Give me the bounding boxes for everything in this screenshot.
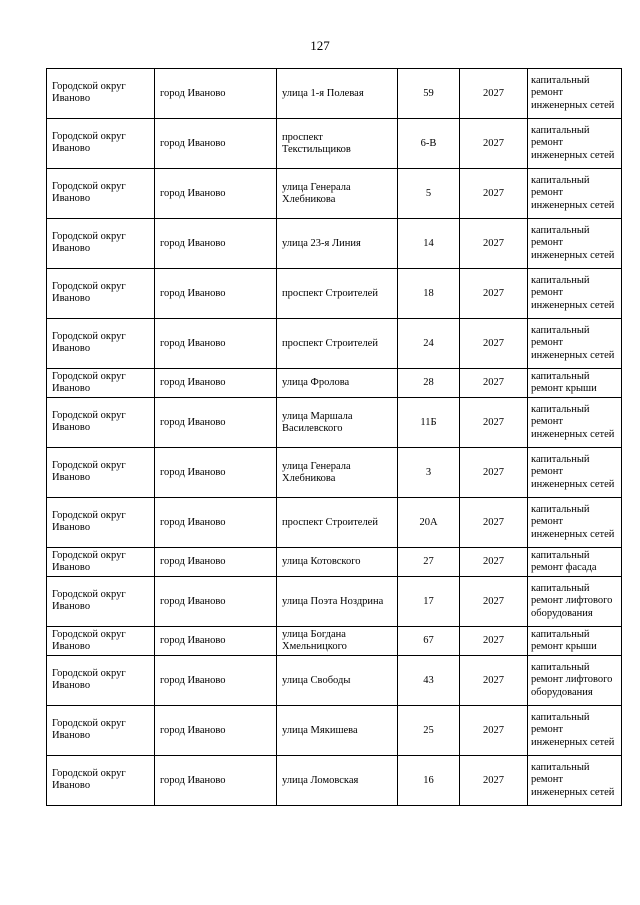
work-type-cell: капитальный ремонт инженерных сетей [528,169,622,219]
work-type-cell: капитальный ремонт фасада [528,548,622,577]
work-type-cell: капитальный ремонт инженерных сетей [528,398,622,448]
street-cell: улица Богдана Хмельницкого [277,627,398,656]
table-row [47,498,622,548]
municipality-cell: Городской округ Иваново [47,498,155,548]
work-type-cell: капитальный ремонт крыши [528,627,622,656]
municipality-cell: Городской округ Иваново [47,627,155,656]
settlement-cell: город Иваново [155,219,277,269]
table-row [47,69,622,119]
table-row [47,119,622,169]
house-number-cell: 14 [398,219,460,269]
house-number-cell: 16 [398,756,460,806]
street-cell: улица Поэта Ноздрина [277,577,398,627]
settlement-cell: город Иваново [155,577,277,627]
municipality-cell: Городской округ Иваново [47,69,155,119]
settlement-cell: город Иваново [155,319,277,369]
table-row [47,269,622,319]
year-cell: 2027 [460,269,528,319]
table-row [47,319,622,369]
street-cell: проспект Строителей [277,498,398,548]
settlement-cell: город Иваново [155,706,277,756]
street-cell: улица 1-я Полевая [277,69,398,119]
year-cell: 2027 [460,169,528,219]
street-cell: улица 23-я Линия [277,219,398,269]
house-number-cell: 11Б [398,398,460,448]
house-number-cell: 67 [398,627,460,656]
year-cell: 2027 [460,69,528,119]
table-row [47,756,622,806]
table-row [47,627,622,656]
year-cell: 2027 [460,448,528,498]
settlement-cell: город Иваново [155,269,277,319]
work-type-cell: капитальный ремонт лифтового оборудования [528,656,622,706]
table-row [47,548,622,577]
municipality-cell: Городской округ Иваново [47,756,155,806]
house-number-cell: 27 [398,548,460,577]
house-number-cell: 43 [398,656,460,706]
year-cell: 2027 [460,548,528,577]
work-type-cell: капитальный ремонт инженерных сетей [528,119,622,169]
house-number-cell: 59 [398,69,460,119]
work-type-cell: капитальный ремонт инженерных сетей [528,219,622,269]
settlement-cell: город Иваново [155,656,277,706]
settlement-cell: город Иваново [155,69,277,119]
settlement-cell: город Иваново [155,369,277,398]
settlement-cell: город Иваново [155,627,277,656]
municipality-cell: Городской округ Иваново [47,548,155,577]
house-number-cell: 6-В [398,119,460,169]
repair-schedule-table [46,68,622,806]
settlement-cell: город Иваново [155,756,277,806]
table-body [47,69,622,806]
street-cell: улица Мякишева [277,706,398,756]
year-cell: 2027 [460,119,528,169]
table-row [47,448,622,498]
page-number: 127 [310,38,330,53]
work-type-cell: капитальный ремонт инженерных сетей [528,448,622,498]
municipality-cell: Городской округ Иваново [47,369,155,398]
year-cell: 2027 [460,706,528,756]
street-cell: улица Генерала Хлебникова [277,169,398,219]
settlement-cell: город Иваново [155,448,277,498]
year-cell: 2027 [460,656,528,706]
house-number-cell: 28 [398,369,460,398]
municipality-cell: Городской округ Иваново [47,219,155,269]
house-number-cell: 25 [398,706,460,756]
year-cell: 2027 [460,219,528,269]
street-cell: улица Фролова [277,369,398,398]
municipality-cell: Городской округ Иваново [47,706,155,756]
municipality-cell: Городской округ Иваново [47,398,155,448]
table-row [47,369,622,398]
settlement-cell: город Иваново [155,498,277,548]
work-type-cell: капитальный ремонт инженерных сетей [528,706,622,756]
table-row [47,219,622,269]
street-cell: улица Свободы [277,656,398,706]
table-row [47,398,622,448]
street-cell: улица Маршала Василевского [277,398,398,448]
table-row [47,169,622,219]
street-cell: улица Ломовская [277,756,398,806]
municipality-cell: Городской округ Иваново [47,577,155,627]
street-cell: проспект Строителей [277,269,398,319]
house-number-cell: 20А [398,498,460,548]
year-cell: 2027 [460,398,528,448]
municipality-cell: Городской округ Иваново [47,169,155,219]
street-cell: улица Генерала Хлебникова [277,448,398,498]
work-type-cell: капитальный ремонт инженерных сетей [528,269,622,319]
work-type-cell: капитальный ремонт инженерных сетей [528,756,622,806]
municipality-cell: Городской округ Иваново [47,656,155,706]
street-cell: проспект Строителей [277,319,398,369]
house-number-cell: 3 [398,448,460,498]
settlement-cell: город Иваново [155,119,277,169]
year-cell: 2027 [460,369,528,398]
work-type-cell: капитальный ремонт инженерных сетей [528,319,622,369]
settlement-cell: город Иваново [155,398,277,448]
year-cell: 2027 [460,627,528,656]
municipality-cell: Городской округ Иваново [47,448,155,498]
table-row [47,656,622,706]
house-number-cell: 24 [398,319,460,369]
municipality-cell: Городской округ Иваново [47,119,155,169]
settlement-cell: город Иваново [155,548,277,577]
house-number-cell: 5 [398,169,460,219]
work-type-cell: капитальный ремонт инженерных сетей [528,69,622,119]
house-number-cell: 17 [398,577,460,627]
year-cell: 2027 [460,319,528,369]
street-cell: улица Котовского [277,548,398,577]
house-number-cell: 18 [398,269,460,319]
year-cell: 2027 [460,756,528,806]
work-type-cell: капитальный ремонт лифтового оборудования [528,577,622,627]
year-cell: 2027 [460,577,528,627]
settlement-cell: город Иваново [155,169,277,219]
municipality-cell: Городской округ Иваново [47,319,155,369]
table-row [47,706,622,756]
year-cell: 2027 [460,498,528,548]
street-cell: проспект Текстильщиков [277,119,398,169]
municipality-cell: Городской округ Иваново [47,269,155,319]
work-type-cell: капитальный ремонт крыши [528,369,622,398]
table-row [47,577,622,627]
work-type-cell: капитальный ремонт инженерных сетей [528,498,622,548]
